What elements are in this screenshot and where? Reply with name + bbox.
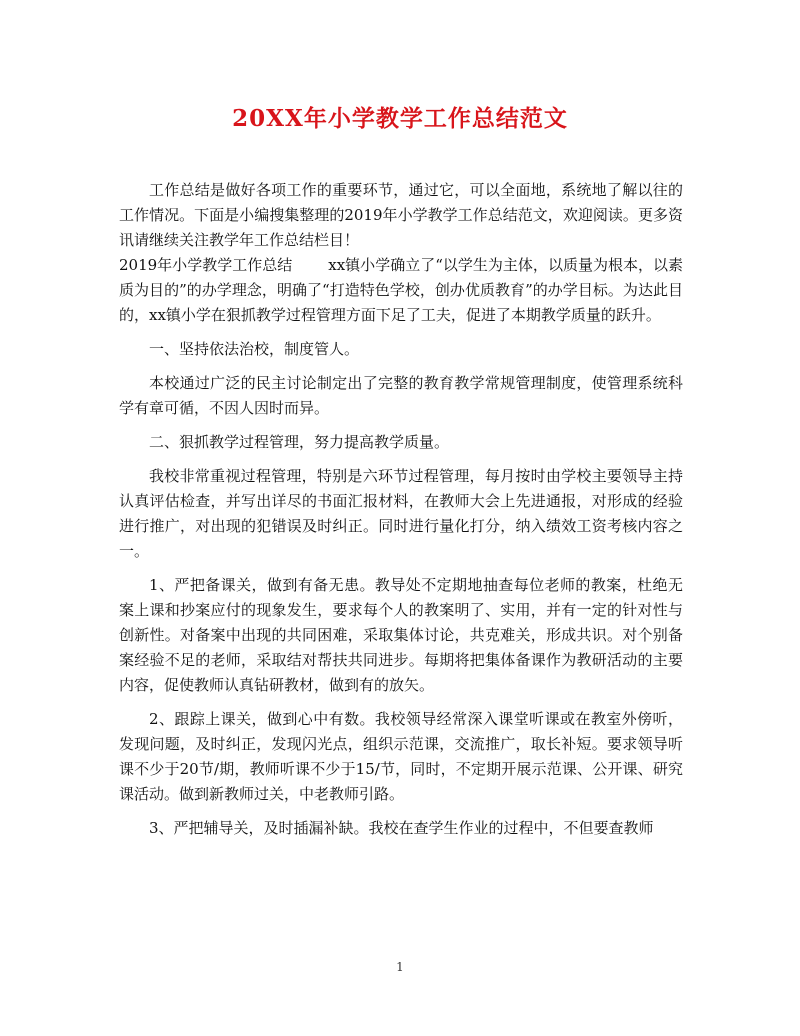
- summary-heading: 2019年小学教学工作总结: [119, 256, 293, 274]
- document-body: [119, 178, 683, 841]
- page-number: 1: [396, 960, 404, 974]
- tutoring-paragraph: 3、严把辅导关，及时插漏补缺。我校在查学生作业的过程中，不但要查教师: [149, 819, 654, 837]
- class-observation-paragraph: 2、跟踪上课关，做到心中有数。我校领导经常深入课堂听课或在教室外傍听，发现问题，及时纠正，发现闪光点，组织示范课，交流推广，取长补短。要求领导听课不少于20节/期，教师听课不少于15/节，同时，不定期开展示范课、公开课、研究课活动。做到新教师过关，中老教师引路。: [119, 710, 683, 803]
- intro-paragraph: 工作总结是做好各项工作的重要环节，通过它，可以全面地，系统地了解以往的工作情况。下面是小编搜集整理的2019年小学教学工作总结范文，欢迎阅读。更多资讯请继续关注教学年工作总结栏目！: [119, 181, 683, 249]
- section-2-paragraph: 我校非常重视过程管理，特别是六环节过程管理，每月按时由学校主要领导主持认真评估检查，并写出详尽的书面汇报材料，在教师大会上先进通报，对形成的经验进行推广，对出现的犯错误及时纠正。同时进行量化打分，纳入绩效工资考核内容之一。: [119, 467, 683, 560]
- summary-paragraph: [119, 253, 683, 328]
- preparation-paragraph: 1、严把备课关，做到有备无患。教导处不定期地抽查每位老师的教案，杜绝无案上课和抄案应付的现象发生，要求每个人的教案明了、实用，并有一定的针对性与创新性。对备案中出现的共同困难，采取集体讨论，共克难关，形成共识。对个别备案经验不足的老师，采取结对帮扶共同进步。每期将把集体备课作为教研活动的主要内容，促使教师认真钻研教材，做到有的放矢。: [119, 576, 683, 694]
- section-1-paragraph: 本校通过广泛的民主讨论制定出了完整的教育教学常规管理制度，使管理系统科学有章可循，不因人因时而异。: [119, 374, 683, 417]
- document-title: 20XX年小学教学工作总结范文: [232, 105, 568, 132]
- section-heading-1: 一、坚持依法治校，制度管人。: [149, 340, 360, 358]
- section-heading-2: 二、狠抓教学过程管理，努力提高教学质量。: [149, 433, 450, 451]
- summary-text: xx镇小学确立了“以学生为主体，以质量为根本，以素质为目的”的办学理念，明确了“打造特色学校，创办优质教育”的办学目标。为达此目的，xx镇小学在狠抓教学过程管理方面下足了工夫，促进了本期教学质量的跃升。: [119, 256, 683, 324]
